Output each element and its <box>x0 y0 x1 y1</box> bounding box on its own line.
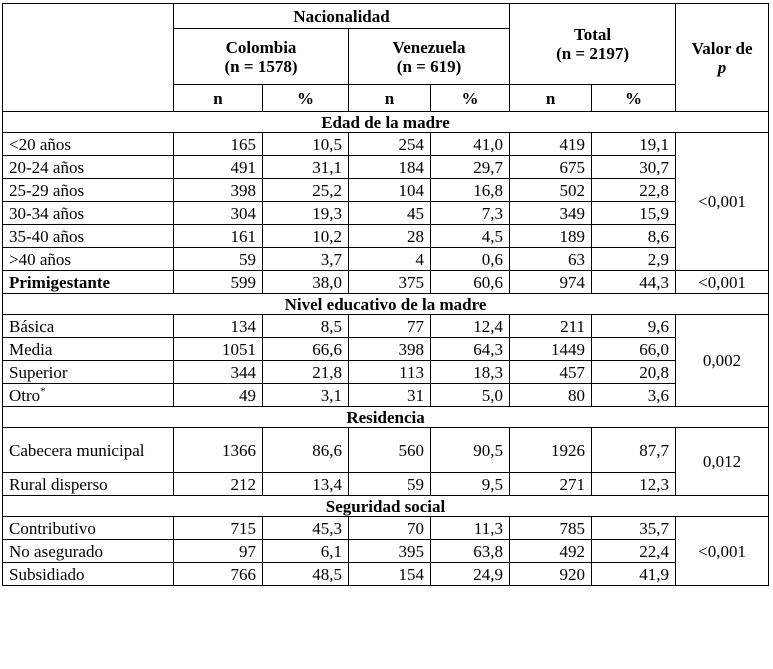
cell-colombia-n: 344 <box>174 361 263 384</box>
cell-venezuela-pct: 12,4 <box>431 315 510 338</box>
cell-venezuela-n: 560 <box>349 428 431 473</box>
row-label: 20-24 años <box>3 156 174 179</box>
row-label: 30-34 años <box>3 202 174 225</box>
table-row <box>3 540 769 563</box>
cell-venezuela-n: 70 <box>349 517 431 540</box>
cell-colombia-pct: 3,1 <box>263 384 349 407</box>
header-pct: % <box>263 85 349 112</box>
data-table <box>2 3 769 586</box>
cell-p-value: 0,002 <box>676 315 769 407</box>
row-label: 25-29 años <box>3 179 174 202</box>
table-row <box>3 202 769 225</box>
cell-colombia-n: 304 <box>174 202 263 225</box>
valor-label: Valor de <box>691 38 753 58</box>
cell-total-n: 785 <box>510 517 592 540</box>
cell-total-pct: 22,4 <box>592 540 676 563</box>
cell-colombia-pct: 48,5 <box>263 563 349 586</box>
cell-total-pct: 44,3 <box>592 271 676 294</box>
total-n: (n = 2197) <box>556 44 630 63</box>
total-label: Total <box>573 25 612 44</box>
cell-colombia-pct: 10,2 <box>263 225 349 248</box>
row-label <box>3 384 174 407</box>
cell-venezuela-pct: 63,8 <box>431 540 510 563</box>
row-label: 35-40 años <box>3 225 174 248</box>
cell-colombia-pct: 8,5 <box>263 315 349 338</box>
cell-total-n: 80 <box>510 384 592 407</box>
cell-total-n: 974 <box>510 271 592 294</box>
header-pct: % <box>592 85 676 112</box>
cell-total-pct: 15,9 <box>592 202 676 225</box>
cell-colombia-pct: 21,8 <box>263 361 349 384</box>
cell-total-pct: 41,9 <box>592 563 676 586</box>
colombia-label: Colombia <box>225 37 297 57</box>
table-row <box>3 338 769 361</box>
cell-colombia-pct: 3,7 <box>263 248 349 271</box>
colombia-n: (n = 1578) <box>224 56 298 76</box>
cell-total-pct: 66,0 <box>592 338 676 361</box>
cell-p-value: 0,012 <box>676 428 769 496</box>
cell-venezuela-pct: 24,9 <box>431 563 510 586</box>
cell-total-n: 349 <box>510 202 592 225</box>
cell-colombia-pct: 13,4 <box>263 473 349 496</box>
cell-total-n: 457 <box>510 361 592 384</box>
cell-total-n: 920 <box>510 563 592 586</box>
table-row <box>3 179 769 202</box>
header-n: n <box>349 85 431 112</box>
row-label: <20 años <box>3 133 174 156</box>
row-label: Rural disperso <box>3 473 174 496</box>
table-row <box>3 473 769 496</box>
cell-venezuela-pct: 4,5 <box>431 225 510 248</box>
cell-total-pct: 19,1 <box>592 133 676 156</box>
cell-colombia-n: 97 <box>174 540 263 563</box>
cell-colombia-pct: 38,0 <box>263 271 349 294</box>
cell-total-n: 502 <box>510 179 592 202</box>
cell-colombia-pct: 19,3 <box>263 202 349 225</box>
table-row <box>3 225 769 248</box>
cell-colombia-n: 715 <box>174 517 263 540</box>
cell-colombia-n: 161 <box>174 225 263 248</box>
header-total <box>510 4 676 85</box>
cell-total-n: 1926 <box>510 428 592 473</box>
cell-colombia-n: 49 <box>174 384 263 407</box>
cell-colombia-n: 398 <box>174 179 263 202</box>
table-row <box>3 517 769 540</box>
venezuela-n: (n = 619) <box>396 56 462 76</box>
row-label-text: Otro <box>9 385 41 405</box>
cell-venezuela-pct: 5,0 <box>431 384 510 407</box>
section-nivel: Nivel educativo de la madre <box>3 294 769 315</box>
cell-venezuela-n: 154 <box>349 563 431 586</box>
cell-total-pct: 2,9 <box>592 248 676 271</box>
header-valor-p <box>676 4 769 112</box>
cell-colombia-n: 59 <box>174 248 263 271</box>
cell-colombia-n: 1051 <box>174 338 263 361</box>
cell-total-n: 492 <box>510 540 592 563</box>
cell-colombia-n: 1366 <box>174 428 263 473</box>
cell-colombia-pct: 66,6 <box>263 338 349 361</box>
cell-colombia-n: 134 <box>174 315 263 338</box>
cell-venezuela-pct: 18,3 <box>431 361 510 384</box>
row-label: Cabecera municipal <box>3 428 174 473</box>
row-label: Primigestante <box>3 271 174 294</box>
row-label: Básica <box>3 315 174 338</box>
cell-total-n: 189 <box>510 225 592 248</box>
cell-colombia-pct: 45,3 <box>263 517 349 540</box>
cell-venezuela-n: 31 <box>349 384 431 407</box>
cell-venezuela-n: 398 <box>349 338 431 361</box>
cell-venezuela-pct: 90,5 <box>431 428 510 473</box>
footnote-mark: * <box>40 384 46 397</box>
cell-p-value: <0,001 <box>676 517 769 586</box>
table-row <box>3 315 769 338</box>
header-n: n <box>510 85 592 112</box>
cell-total-n: 419 <box>510 133 592 156</box>
table-row <box>3 133 769 156</box>
table-row <box>3 156 769 179</box>
cell-venezuela-pct: 41,0 <box>431 133 510 156</box>
cell-total-pct: 87,7 <box>592 428 676 473</box>
table-row <box>3 428 769 473</box>
cell-venezuela-n: 184 <box>349 156 431 179</box>
header-n: n <box>174 85 263 112</box>
cell-total-n: 63 <box>510 248 592 271</box>
header-nacionalidad: Nacionalidad <box>174 4 510 29</box>
cell-colombia-pct: 10,5 <box>263 133 349 156</box>
header-colombia <box>174 29 349 85</box>
cell-colombia-pct: 6,1 <box>263 540 349 563</box>
venezuela-label: Venezuela <box>392 37 466 57</box>
cell-total-pct: 20,8 <box>592 361 676 384</box>
header-empty <box>3 4 174 112</box>
row-label: Superior <box>3 361 174 384</box>
cell-total-pct: 35,7 <box>592 517 676 540</box>
cell-venezuela-pct: 60,6 <box>431 271 510 294</box>
cell-venezuela-n: 45 <box>349 202 431 225</box>
cell-total-pct: 12,3 <box>592 473 676 496</box>
cell-venezuela-pct: 0,6 <box>431 248 510 271</box>
table-row <box>3 563 769 586</box>
cell-venezuela-n: 59 <box>349 473 431 496</box>
cell-venezuela-n: 77 <box>349 315 431 338</box>
section-seguridad: Seguridad social <box>3 496 769 517</box>
table-row <box>3 384 769 407</box>
cell-total-n: 675 <box>510 156 592 179</box>
cell-venezuela-n: 254 <box>349 133 431 156</box>
cell-venezuela-pct: 9,5 <box>431 473 510 496</box>
cell-total-pct: 30,7 <box>592 156 676 179</box>
row-label: Subsidiado <box>3 563 174 586</box>
cell-venezuela-pct: 7,3 <box>431 202 510 225</box>
cell-venezuela-pct: 64,3 <box>431 338 510 361</box>
row-label: >40 años <box>3 248 174 271</box>
cell-venezuela-n: 104 <box>349 179 431 202</box>
row-label: No asegurado <box>3 540 174 563</box>
cell-colombia-n: 212 <box>174 473 263 496</box>
cell-venezuela-n: 395 <box>349 540 431 563</box>
cell-p-value: <0,001 <box>676 133 769 271</box>
section-edad: Edad de la madre <box>3 112 769 133</box>
row-label: Media <box>3 338 174 361</box>
cell-total-pct: 22,8 <box>592 179 676 202</box>
table-row <box>3 248 769 271</box>
cell-colombia-n: 766 <box>174 563 263 586</box>
cell-venezuela-pct: 29,7 <box>431 156 510 179</box>
header-venezuela <box>349 29 510 85</box>
cell-venezuela-pct: 16,8 <box>431 179 510 202</box>
cell-total-n: 271 <box>510 473 592 496</box>
cell-total-pct: 3,6 <box>592 384 676 407</box>
cell-total-pct: 9,6 <box>592 315 676 338</box>
cell-colombia-pct: 25,2 <box>263 179 349 202</box>
cell-colombia-n: 491 <box>174 156 263 179</box>
header-pct: % <box>431 85 510 112</box>
cell-p-value: <0,001 <box>676 271 769 294</box>
table-row-primigestante <box>3 271 769 294</box>
cell-venezuela-pct: 11,3 <box>431 517 510 540</box>
cell-venezuela-n: 375 <box>349 271 431 294</box>
cell-venezuela-n: 113 <box>349 361 431 384</box>
cell-colombia-pct: 31,1 <box>263 156 349 179</box>
section-residencia: Residencia <box>3 407 769 428</box>
cell-total-n: 1449 <box>510 338 592 361</box>
cell-colombia-n: 599 <box>174 271 263 294</box>
row-label: Contributivo <box>3 517 174 540</box>
cell-total-n: 211 <box>510 315 592 338</box>
table-row <box>3 361 769 384</box>
cell-venezuela-n: 28 <box>349 225 431 248</box>
p-symbol: p <box>717 57 727 77</box>
cell-colombia-pct: 86,6 <box>263 428 349 473</box>
cell-total-pct: 8,6 <box>592 225 676 248</box>
cell-venezuela-n: 4 <box>349 248 431 271</box>
cell-colombia-n: 165 <box>174 133 263 156</box>
